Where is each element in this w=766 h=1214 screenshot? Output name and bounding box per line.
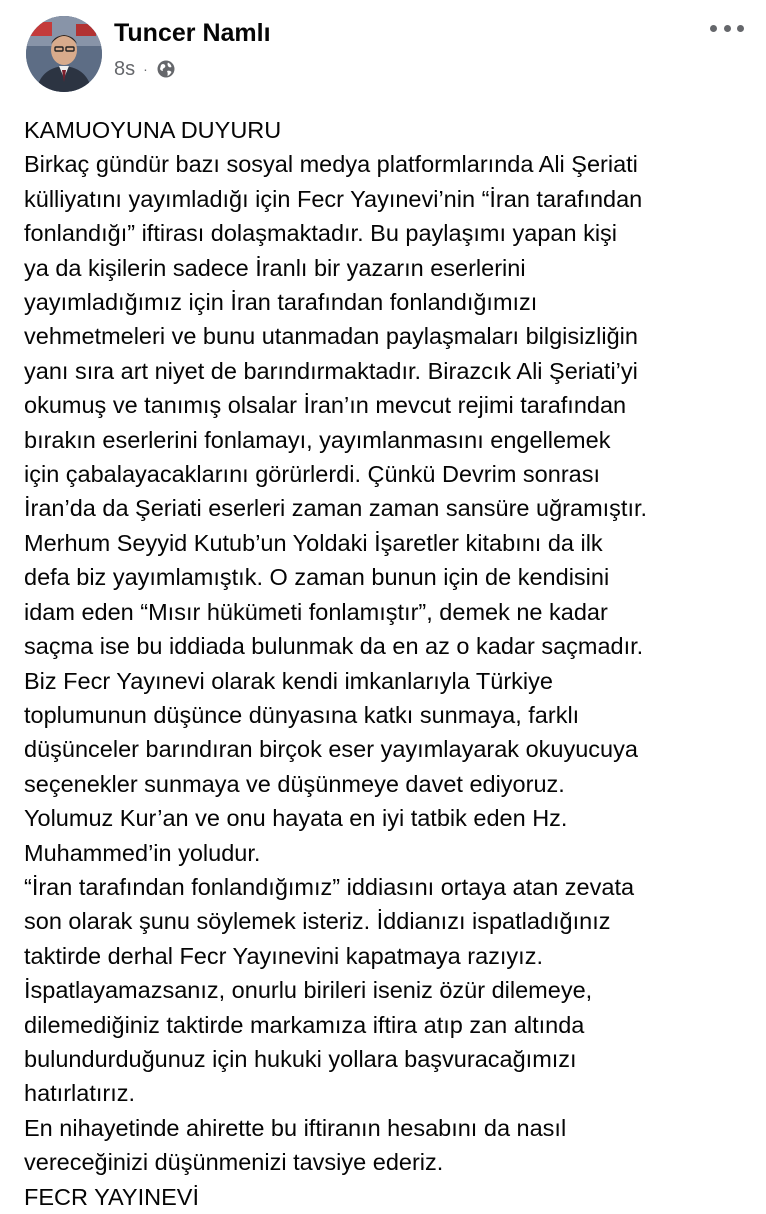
meta-separator: · — [143, 61, 148, 77]
post-text-line: hatırlatırız. — [24, 1080, 136, 1107]
post-text-line: toplumunun düşünce dünyasına katkı sunmaya, farklı — [24, 701, 580, 728]
post-text-line: En nihayetinde ahirette bu iftiranın hesabını da nasıl — [24, 1114, 567, 1141]
post-text-line: Muhammed’in yoludur. — [24, 839, 261, 866]
post-text-line: taktirde derhal Fecr Yayınevini kapatmaya razıyız. — [24, 942, 543, 969]
post-text-line: Birkaç gündür bazı sosyal medya platformlarında Ali Şeriati — [24, 151, 638, 178]
author-name[interactable]: Tuncer Namlı — [114, 19, 271, 47]
post-text-line: bırakın eserlerini fonlamayı, yayımlanmasını engellemek — [24, 426, 611, 453]
post-text-line: İran’da da Şeriati eserleri zaman zaman sansüre uğramıştır. — [24, 495, 648, 522]
post-text-line: KAMUOYUNA DUYURU — [24, 117, 282, 143]
globe-icon[interactable] — [156, 59, 176, 79]
post-text-line: Merhum Seyyid Kutub’un Yoldaki İşaretler kitabını da ilk — [24, 529, 603, 556]
post-text-line: ya da kişilerin sadece İranlı bir yazarın eserlerini — [24, 254, 526, 281]
post-signature: FECR YAYINEVİ — [24, 1183, 199, 1210]
post-header — [0, 0, 766, 100]
post-text-line: yanı sıra art niyet de barındırmaktadır. Birazcık Ali Şeriati’yi — [24, 357, 638, 384]
post-text-line: “İran tarafından fonlandığımız” iddiasını ortaya atan zevata — [24, 873, 635, 900]
more-dot — [724, 25, 731, 32]
avatar[interactable] — [26, 16, 102, 92]
post-text-line: okumuş ve tanımış olsalar İran’ın mevcut rejimi tarafından — [24, 392, 627, 419]
avatar-photo — [26, 16, 102, 92]
post-text-line: saçma ise bu iddiada bulunmak da en az o kadar saçmadır. — [24, 633, 644, 660]
post-text-line: için çabalayacaklarını görürlerdi. Çünkü Devrim sonrası — [24, 461, 600, 488]
more-dot — [737, 25, 744, 32]
post-meta — [114, 56, 176, 82]
post-text-line: fonlandığı” iftirası dolaşmaktadır. Bu paylaşımı yapan kişi — [24, 220, 618, 247]
post-text-line: son olarak şunu söylemek isteriz. İddianızı ispatladığınız — [24, 908, 611, 935]
post-time[interactable]: 8s — [114, 57, 136, 80]
post-text-line: vereceğinizi düşünmenizi tavsiye ederiz. — [24, 1149, 444, 1176]
post-text-line: seçenekler sunmaya ve düşünmeye davet ediyoruz. — [24, 770, 565, 797]
post-text-line: dilemediğiniz taktirde markamıza iftira atıp zan altında — [24, 1011, 585, 1038]
post-text-line: idam eden “Mısır hükümeti fonlamıştır”, demek ne kadar — [24, 598, 608, 625]
post-text-line: bulundurduğunuz için hukuki yollara başvuracağımızı — [24, 1045, 577, 1072]
post-text-line: vehmetmeleri ve bunu utanmadan paylaşmaları bilgisizliğin — [24, 323, 638, 350]
post-text-line: Biz Fecr Yayınevi olarak kendi imkanlarıyla Türkiye — [24, 667, 553, 694]
post-text-line: İspatlayamazsanız, onurlu birileri iseniz özür dilemeye, — [24, 977, 593, 1004]
post-text-line: külliyatını yayımladığı için Fecr Yayınevi’nin “İran tarafından — [24, 185, 643, 212]
post-body — [24, 113, 744, 1214]
post-text-line: düşünceler barındıran birçok eser yayımlayarak okuyucuya — [24, 736, 638, 763]
more-dot — [710, 25, 717, 32]
post-text-line: yayımladığımız için İran tarafından fonlandığımızı — [24, 289, 538, 316]
more-options-icon[interactable] — [710, 18, 744, 38]
post-text-line: Yolumuz Kur’an ve onu hayata en iyi tatbik eden Hz. — [24, 805, 568, 832]
post-text-line: defa biz yayımlamıştık. O zaman bunun için de kendisini — [24, 564, 610, 591]
